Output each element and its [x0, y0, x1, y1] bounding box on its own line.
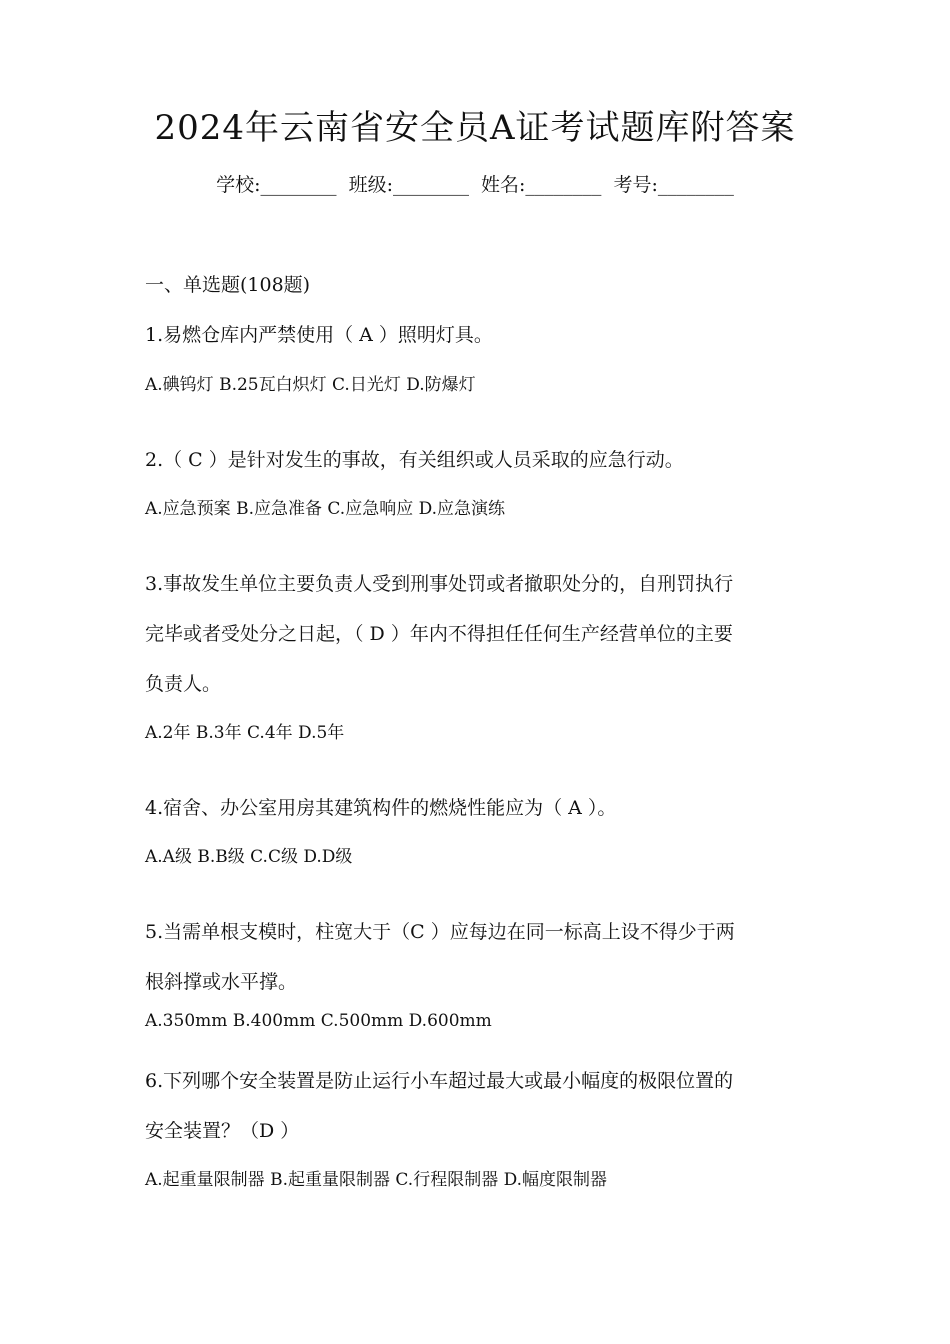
student-info-row [0, 170, 950, 197]
question-5-text-line-2: 根斜撑或水平撑。 [145, 971, 298, 993]
exam-number-field: 考号:________ [613, 174, 734, 196]
class-field: 班级:________ [348, 174, 469, 196]
question-4-text: 4.宿舍、办公室用房其建筑构件的燃烧性能应为（ A ）。 [145, 797, 617, 819]
question-6-text-line-2: 安全装置？（D ） [145, 1120, 300, 1142]
question-2-options: A.应急预案 B.应急准备 C.应急响应 D.应急演练 [145, 499, 506, 519]
question-3-text-line-1: 3.事故发生单位主要负责人受到刑事处罚或者撤职处分的，自刑罚执行 [145, 573, 734, 595]
section-heading: 一、单选题(108题) [145, 274, 311, 296]
question-1-options: A.碘钨灯 B.25瓦白炽灯 C.日光灯 D.防爆灯 [145, 375, 476, 395]
school-field: 学校:________ [216, 174, 337, 196]
question-2-text: 2.（ C ）是针对发生的事故，有关组织或人员采取的应急行动。 [145, 449, 684, 471]
question-3-text-line-3: 负责人。 [145, 673, 222, 695]
question-1-text: 1.易燃仓库内严禁使用（ A ）照明灯具。 [145, 324, 493, 346]
document-title: 2024年云南省安全员A证考试题库附答案 [154, 108, 796, 148]
question-5-options: A.350mm B.400mm C.500mm D.600mm [145, 1011, 492, 1031]
name-field: 姓名:________ [481, 174, 602, 196]
question-4-options: A.A级 B.B级 C.C级 D.D级 [145, 847, 353, 867]
question-3-options: A.2年 B.3年 C.4年 D.5年 [145, 723, 345, 743]
question-5-text-line-1: 5.当需单根支模时，柱宽大于（C ）应每边在同一标高上设不得少于两 [145, 921, 735, 943]
question-6-options: A.起重量限制器 B.起重量限制器 C.行程限制器 D.幅度限制器 [145, 1170, 608, 1190]
question-3-text-line-2: 完毕或者受处分之日起，（ D ）年内不得担任任何生产经营单位的主要 [145, 623, 733, 645]
question-6-text-line-1: 6.下列哪个安全装置是防止运行小车超过最大或最小幅度的极限位置的 [145, 1070, 734, 1092]
